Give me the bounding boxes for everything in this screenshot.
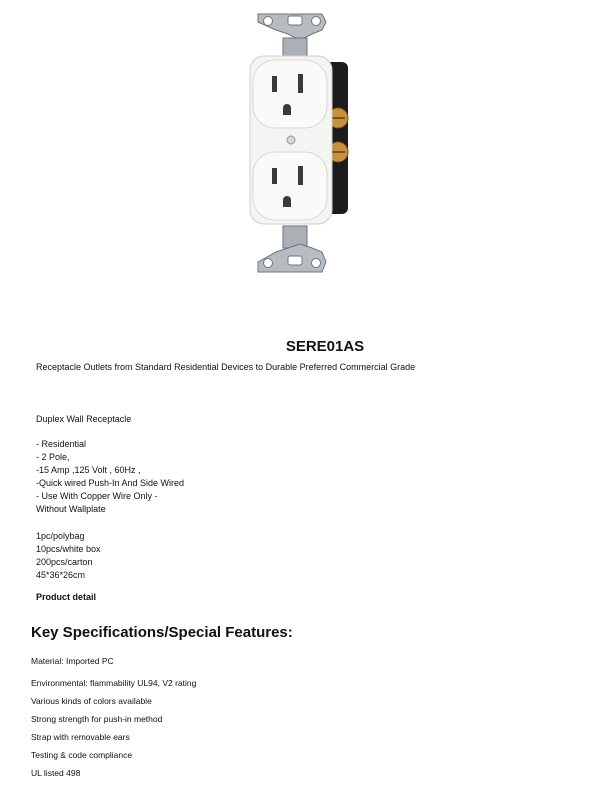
feature-item: - Use With Copper Wire Only -	[36, 491, 158, 501]
spec-item: Strap with removable ears	[31, 732, 130, 742]
product-type: Duplex Wall Receptacle	[36, 414, 132, 424]
product-tagline: Receptacle Outlets from Standard Residential Devices to Durable Preferred Commercial Grade	[36, 362, 416, 372]
spec-item: Strong strength for push-in method	[31, 714, 163, 724]
spec-item: UL listed 498	[31, 768, 81, 778]
spec-item: Various kinds of colors available	[31, 696, 152, 706]
spec-item: Testing & code compliance	[31, 750, 133, 760]
upper-outlet	[253, 60, 327, 128]
face-screw-icon	[287, 136, 295, 144]
packing-item: 200pcs/carton	[36, 557, 93, 567]
feature-item: - Residential	[36, 439, 87, 449]
lower-outlet	[253, 152, 327, 220]
feature-item: - 2 Pole,	[36, 452, 70, 462]
spec-item: Environmental: flammability UL94, V2 rating	[31, 678, 197, 688]
packing-item: 10pcs/white box	[36, 544, 101, 554]
packing-item: 1pc/polybag	[36, 531, 85, 541]
feature-item: -15 Amp ,125 Volt , 60Hz ,	[36, 465, 141, 475]
product-code-title: SERE01AS	[285, 338, 365, 355]
packing-item: 45*36*26cm	[36, 570, 86, 580]
top-mounting-strap	[258, 14, 326, 60]
spec-item: Material: Imported PC	[31, 656, 114, 666]
bottom-mounting-strap	[258, 226, 326, 272]
duplex-receptacle-image	[150, 0, 450, 300]
feature-item: -Quick wired Push-In And Side Wired	[36, 478, 185, 488]
feature-item: Without Wallplate	[36, 504, 106, 514]
specs-heading: Key Specifications/Special Features:	[31, 624, 293, 641]
product-detail-label: Product detail	[36, 592, 97, 602]
